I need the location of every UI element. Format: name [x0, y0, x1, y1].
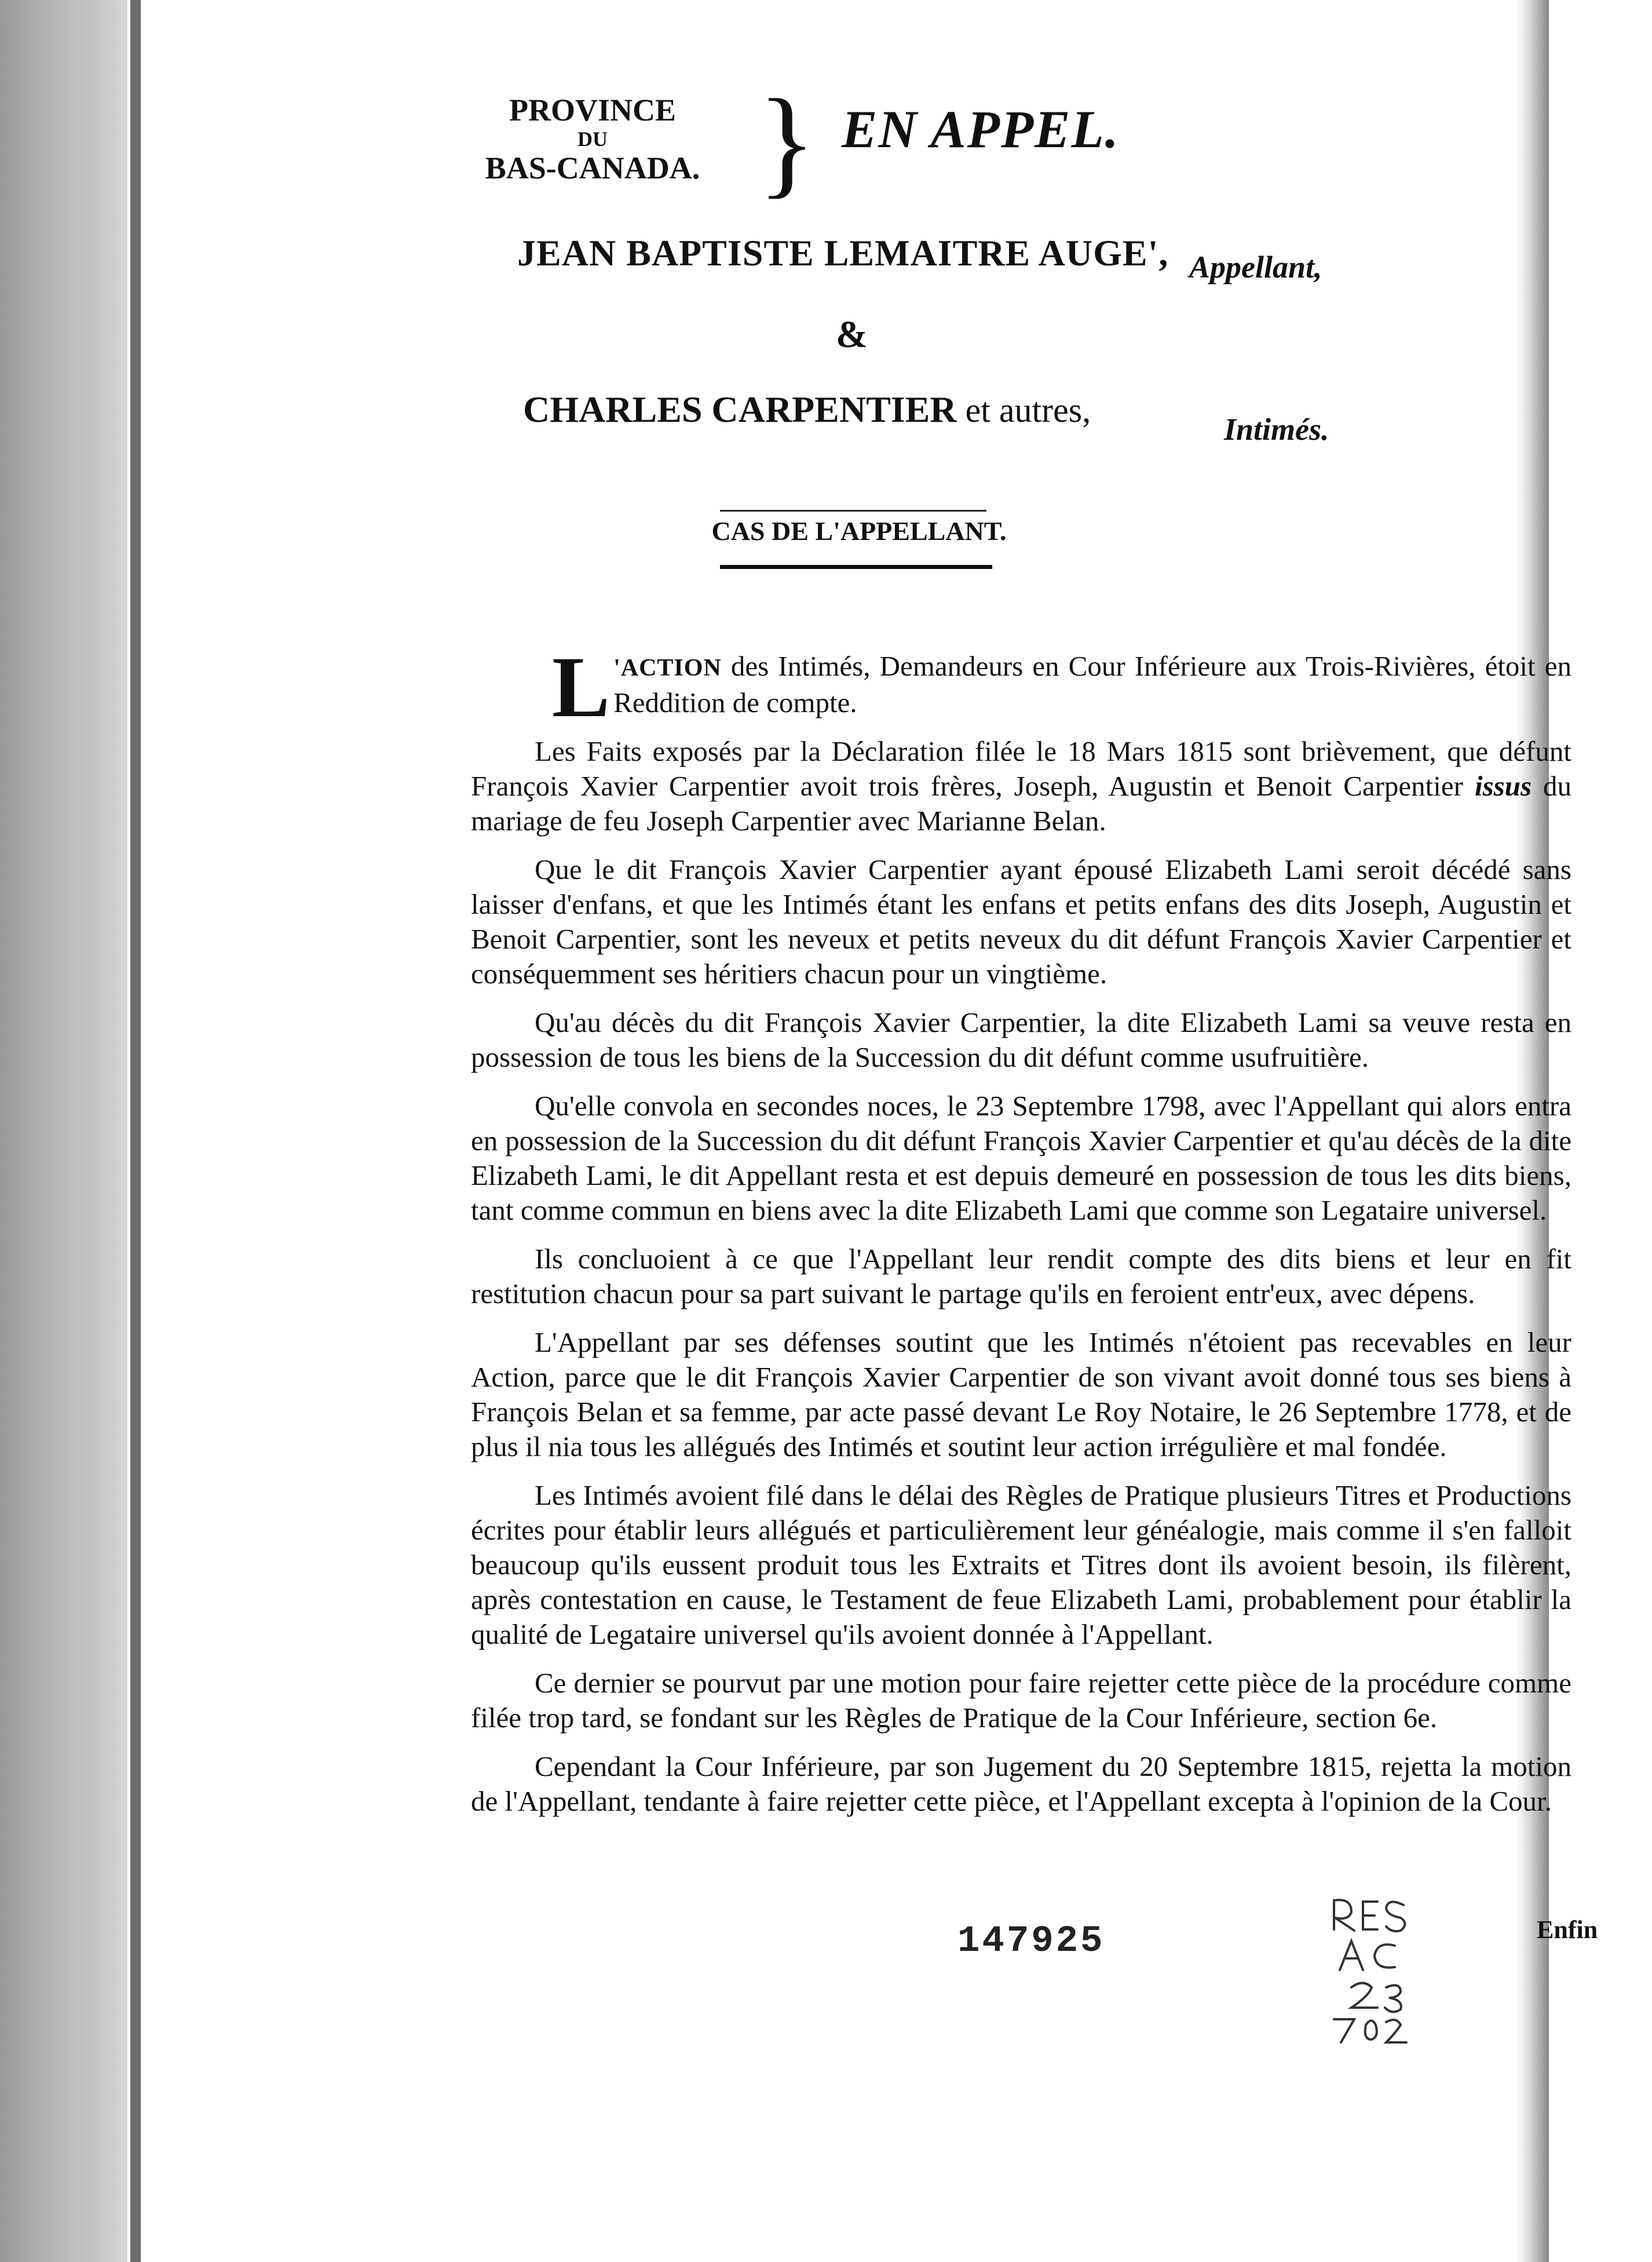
paragraph-5: Qu'elle convola en secondes noces, le 23 Septembre 1798, avec l'Appellant qui alors entra en possession de la Succession du dit défunt François Xavier Carpentier et qu'au décès de la dite Elizabeth Lami, le dit Appellant resta et est depuis demeuré en possession de tous les dits biens, tant comme commun en biens avec la dite Elizabeth Lami que comme son Legataire universel. — [471, 1090, 1571, 1226]
document-body — [471, 639, 1572, 1833]
accession-stamp: 147925 — [957, 1921, 1105, 1962]
paragraph-1-smallcaps: 'ACTION — [613, 655, 722, 681]
curly-brace-icon: } — [758, 75, 816, 209]
paragraph-1-text: des Intimés, Demandeurs en Cour Inférieure aux Trois-Rivières, étoit en Reddition de compte. — [613, 650, 1571, 718]
court-heading: EN APPEL. — [842, 100, 1120, 159]
province-line-1: PROVINCE — [509, 93, 676, 127]
province-line-3: BAS-CANADA. — [485, 151, 700, 185]
paragraph-2-text: Les Faits exposés par la Déclaration filée le 18 Mars 1815 sont brièvement, que défunt François Xavier Carpentier avoit trois frères, Joseph, Augustin et Benoit Carpentier — [471, 735, 1571, 802]
paragraph-2-italic: issus — [1474, 770, 1532, 802]
ampersand: & — [836, 313, 868, 356]
appellant-role: Appellant, — [1189, 250, 1322, 284]
respondent-line — [523, 388, 1091, 431]
paragraph-7: L'Appellant par ses défenses soutint que les Intimés n'étoient pas recevables en leur Action, parce que le dit François Xavier Carpentier de son vivant avoit donné tous ses biens à François Belan et sa femme, par acte passé devant Le Roy Notaire, le 26 Septembre 1778, et de plus il nia tous les allégués des Intimés et soutint leur action irrégulière et mal fondée. — [471, 1326, 1571, 1462]
title-rule-top — [720, 510, 986, 512]
scan-left-margin — [0, 0, 127, 2262]
respondent-suffix: et autres, — [956, 391, 1091, 429]
paragraph-6: Ils concluoient à ce que l'Appellant leur rendit compte des dits biens et leur en fit restitution chacun pour sa part suivant le partage qu'ils en feroient entr'eux, avec dépens. — [471, 1243, 1571, 1309]
paragraph-2 — [471, 734, 1571, 838]
drop-cap: L — [552, 639, 611, 735]
province-heading — [430, 93, 755, 185]
paragraph-3: Que le dit François Xavier Carpentier ayant épousé Elizabeth Lami seroit décédé sans laisser d'enfans, et que les Intimés étant les enfans et petits enfans des dits Joseph, Augustin et Benoit Carpentier, sont les neveux et petits neveux du dit défunt François Xavier Carpentier et conséquemment ses héritiers chacun pour un vingtième. — [471, 853, 1571, 990]
paragraph-10: Cependant la Cour Inférieure, par son Jugement du 20 Septembre 1815, rejetta la motion de l'Appellant, tendante à faire rejetter cette pièce, et l'Appellant excepta à l'opinion de la Cour. — [471, 1750, 1571, 1817]
province-line-2: DU — [578, 127, 608, 151]
respondent-name: CHARLES CARPENTIER — [523, 389, 957, 430]
paragraph-8: Les Intimés avoient filé dans le délai des Règles de Pratique plusieurs Titres et Productions écrites pour établir leurs allégués et particulièrement leur généalogie, mais comme il s'en falloit beaucoup qu'ils eussent produit tous les Extraits et Titres dont ils avoient besoin, ils filèrent, après contestation en cause, le Testament de feue Elizabeth Lami, probablement pour établir la qualité de Legataire universel qu'ils avoient donnée à l'Appellant. — [471, 1479, 1571, 1650]
paragraph-1 — [471, 639, 1571, 735]
paragraph-4: Qu'au décès du dit François Xavier Carpentier, la dite Elizabeth Lami sa veuve resta en possession de tous les biens de la Succession du dit défunt comme usufruitière. — [471, 1006, 1571, 1073]
binding-edge — [130, 0, 141, 2262]
section-title: CAS DE L'APPELLANT. — [711, 516, 1007, 546]
paragraph-2-end: du mariage de feu Joseph Carpentier avec Marianne Belan. — [471, 770, 1572, 837]
appellant-name: JEAN BAPTISTE LEMAITRE AUGE', — [517, 232, 1169, 273]
paragraph-9: Ce dernier se pourvut par une motion pour faire rejetter cette pièce de la procédure comme filée trop tard, se fondant sur les Règles de Pratique de la Cour Inférieure, section 6e. — [471, 1667, 1571, 1734]
respondent-role: Intimés. — [1224, 412, 1329, 447]
document-page — [141, 0, 1598, 2262]
title-rule-bottom — [720, 565, 992, 569]
handwritten-shelfmark — [1328, 1895, 1415, 2045]
catchword: Enfin — [1537, 1916, 1598, 1944]
